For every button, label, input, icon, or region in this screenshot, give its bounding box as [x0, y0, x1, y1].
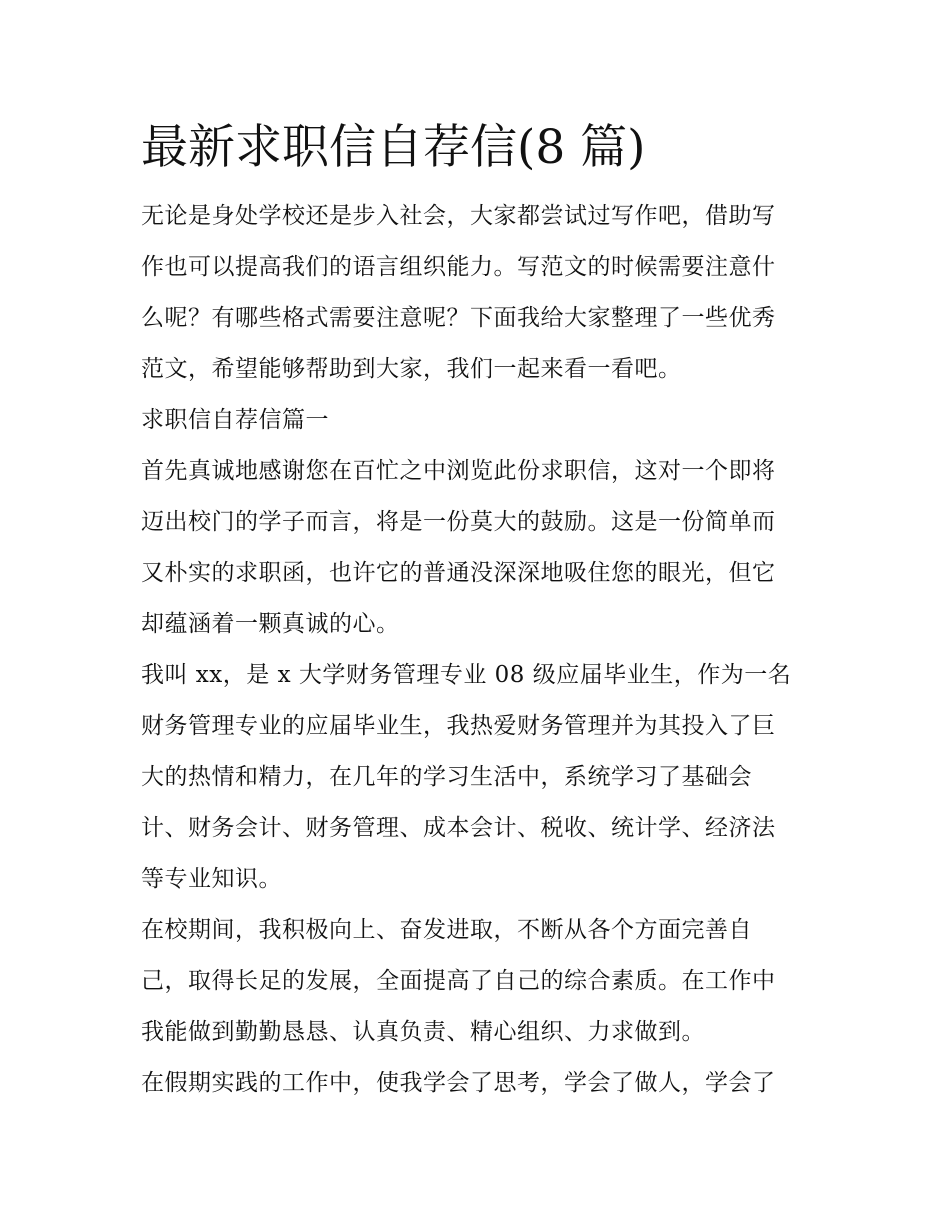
- paragraph-2-line-4: 计、财务会计、财务管理、成本会计、税收、统计学、经济法: [141, 815, 776, 841]
- paragraph-1-line-2: 迈出校门的学子而言，将是一份莫大的鼓励。这是一份简单而: [141, 509, 776, 535]
- paragraph-2-line-3: 大的热情和精力，在几年的学习生活中，系统学习了基础会: [141, 764, 752, 790]
- intro-line-2: 作也可以提高我们的语言组织能力。写范文的时候需要注意什: [141, 254, 776, 280]
- intro-line-3: 么呢？有哪些格式需要注意呢？下面我给大家整理了一些优秀: [141, 305, 776, 331]
- paragraph-2-line-1: 我叫 xx，是 x 大学财务管理专业 08 级应届毕业生，作为一名: [141, 662, 792, 688]
- section-heading: 求职信自荐信篇一: [141, 407, 329, 433]
- paragraph-3-line-1: 在校期间，我积极向上、奋发进取，不断从各个方面完善自: [141, 917, 752, 943]
- paragraph-2-line-2: 财务管理专业的应届毕业生，我热爱财务管理并为其投入了巨: [141, 713, 776, 739]
- document-title: 最新求职信自荐信(8 篇): [141, 120, 646, 175]
- intro-line-1: 无论是身处学校还是步入社会，大家都尝试过写作吧，借助写: [141, 203, 776, 229]
- paragraph-2-line-5: 等专业知识。: [141, 866, 282, 892]
- paragraph-1-line-3: 又朴实的求职函，也许它的普通没深深地吸住您的眼光，但它: [141, 560, 776, 586]
- intro-line-4: 范文，希望能够帮助到大家，我们一起来看一看吧。: [141, 356, 682, 382]
- paragraph-4-line-1: 在假期实践的工作中，使我学会了思考，学会了做人，学会了: [141, 1070, 776, 1096]
- paragraph-1-line-4: 却蕴涵着一颗真诚的心。: [141, 611, 400, 637]
- paragraph-1-line-1: 首先真诚地感谢您在百忙之中浏览此份求职信，这对一个即将: [141, 458, 776, 484]
- paragraph-3-line-2: 己，取得长足的发展，全面提高了自己的综合素质。在工作中: [141, 968, 776, 994]
- paragraph-3-line-3: 我能做到勤勤恳恳、认真负责、精心组织、力求做到。: [141, 1019, 705, 1045]
- document-content: [141, 117, 816, 1109]
